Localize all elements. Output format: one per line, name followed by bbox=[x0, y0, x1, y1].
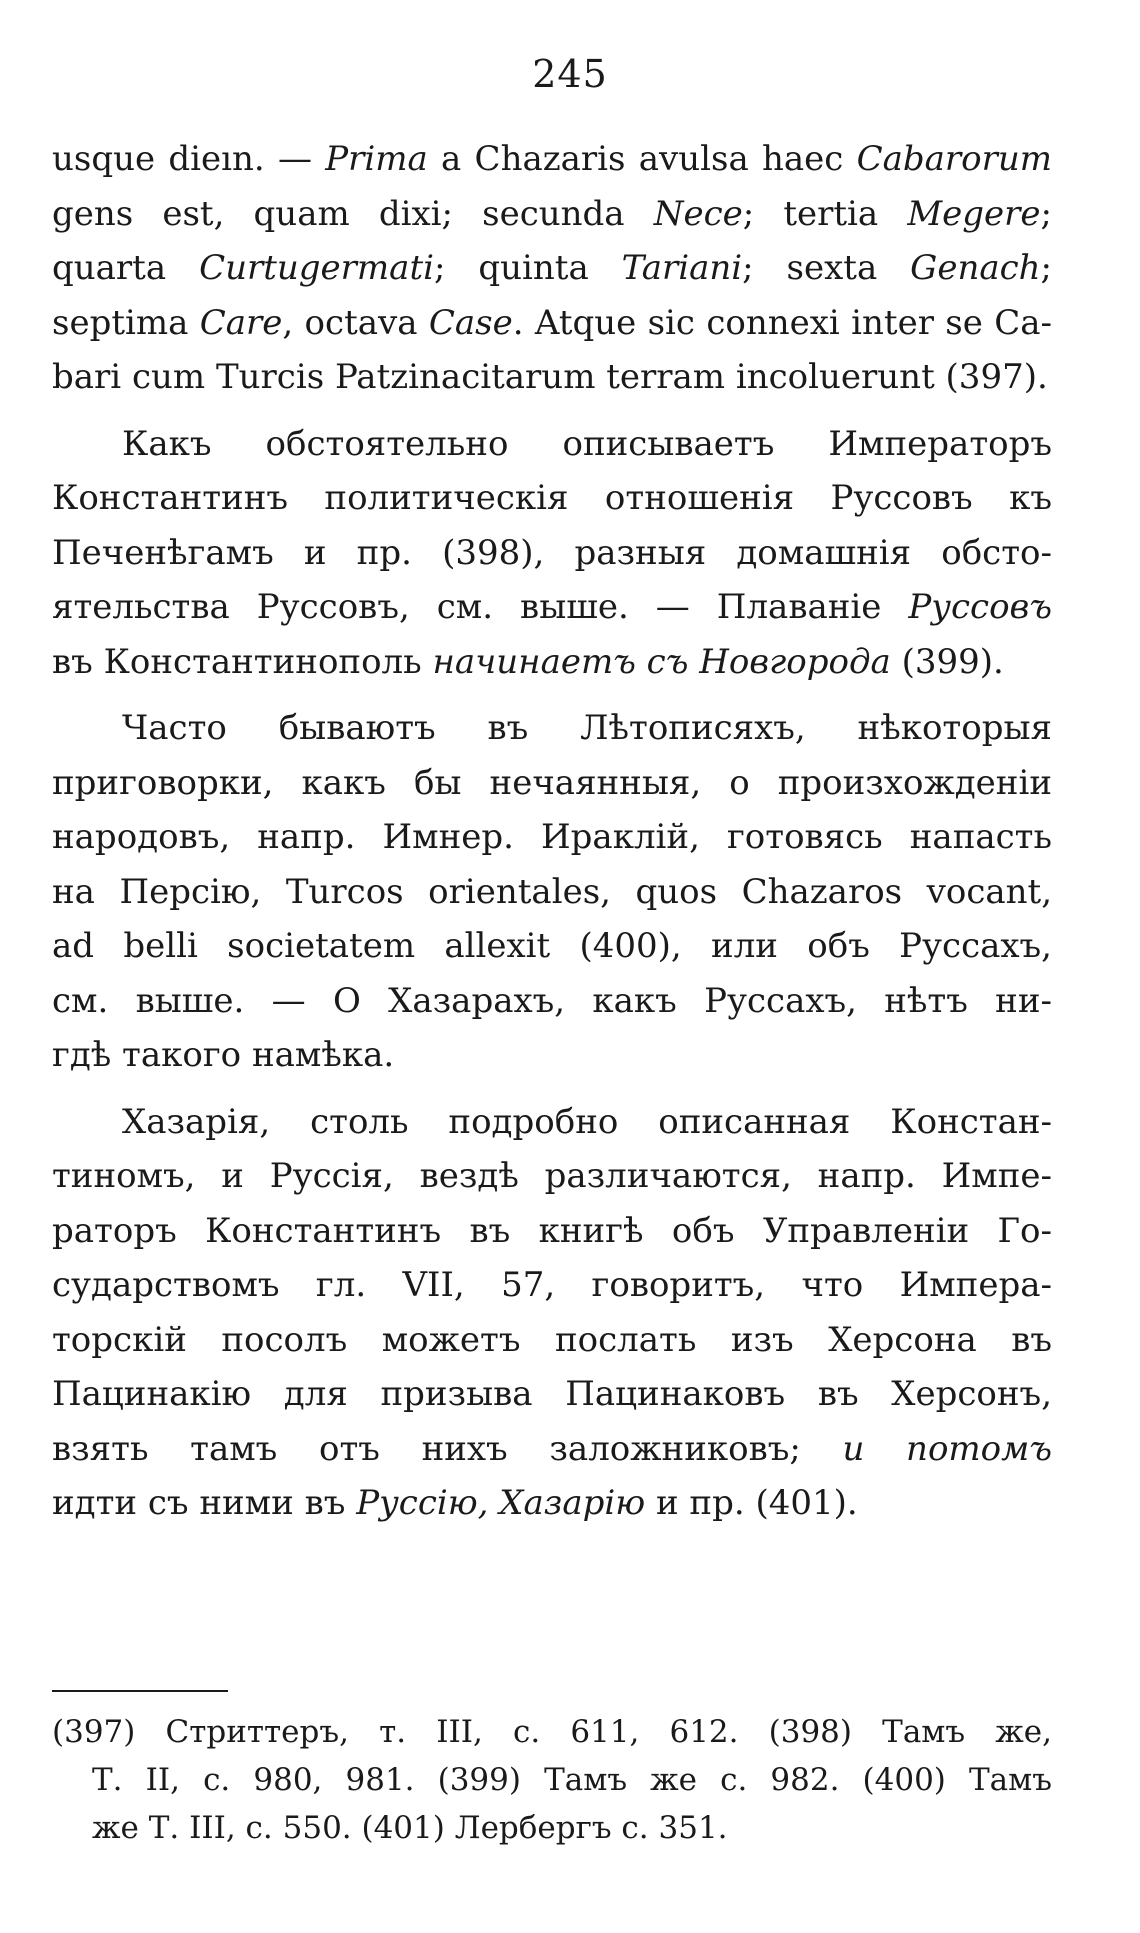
text-line bbox=[52, 919, 1052, 974]
text-run: народовъ, напр. Имнер. Ираклій, готовясь напасть bbox=[52, 817, 1052, 857]
text-run: quarta bbox=[52, 248, 200, 288]
text-line bbox=[52, 132, 1052, 187]
text-run: на Персію, Turcos orientales, quos Chazaros vocant, bbox=[52, 871, 1052, 912]
text-run: . Atque sic connexi inter se Ca- bbox=[512, 302, 1052, 343]
text-run: ; quinta bbox=[433, 248, 622, 288]
footnote-line bbox=[52, 1756, 1052, 1804]
text-line bbox=[52, 635, 1052, 690]
text-line bbox=[52, 417, 1052, 472]
text-line bbox=[52, 1028, 1052, 1083]
footnote-line bbox=[52, 1708, 1052, 1756]
text-run: въ Константинополь bbox=[52, 641, 433, 682]
text-line bbox=[52, 865, 1052, 920]
text-run: Часто бываютъ въ Лѣтописяхъ, нѣкоторыя bbox=[122, 708, 1052, 748]
text-run: раторъ Константинъ въ книгѣ объ Управленіи Го- bbox=[52, 1210, 1052, 1251]
text-line bbox=[52, 1149, 1052, 1204]
text-run: Т. II, с. 980, 981. (399) Тамъ же с. 982. (400) Тамъ bbox=[92, 1762, 1052, 1798]
text-run: (399). bbox=[890, 641, 1004, 682]
italic-text: Genach bbox=[910, 248, 1041, 288]
text-line bbox=[52, 471, 1052, 526]
text-run: usque dieın. — bbox=[52, 139, 326, 179]
text-line bbox=[52, 974, 1052, 1029]
text-run: , octava bbox=[282, 302, 429, 343]
text-run: тиномъ, и Руссія, вездѣ различаются, напр. Импе- bbox=[52, 1156, 1052, 1196]
text-run: ; tertia bbox=[742, 193, 908, 234]
text-line bbox=[52, 1422, 1052, 1477]
paragraph bbox=[52, 132, 1052, 405]
body-text bbox=[52, 132, 1052, 1543]
text-line bbox=[52, 1367, 1052, 1422]
italic-text: Case bbox=[428, 302, 513, 343]
text-line bbox=[52, 701, 1052, 756]
text-run: Хазарія, столь подробно описанная Констан- bbox=[122, 1101, 1052, 1142]
text-run: Печенѣгамъ и пр. (398), разныя домашнія обсто- bbox=[52, 532, 1052, 573]
text-line bbox=[52, 241, 1052, 296]
footnote-line bbox=[52, 1804, 1052, 1852]
text-line bbox=[52, 187, 1052, 242]
paragraph bbox=[52, 417, 1052, 690]
page-number: 245 bbox=[532, 52, 608, 96]
paragraph bbox=[52, 701, 1052, 1083]
text-run: см. выше. — О Хазарахъ, какъ Руссахъ, нѣтъ ни- bbox=[52, 980, 1052, 1021]
italic-text: Tariani bbox=[621, 248, 743, 288]
italic-text: Руссію, Хазарію bbox=[356, 1483, 646, 1523]
text-run: и пр. (401). bbox=[645, 1483, 858, 1523]
text-run: идти съ ними въ bbox=[52, 1483, 357, 1523]
text-run: a Chazaris avulsa haec bbox=[427, 139, 857, 179]
text-run: ятельства Руссовъ, см. выше. — Плаваніе bbox=[52, 587, 909, 627]
footnotes bbox=[52, 1708, 1052, 1852]
text-run: же Т. III, с. 550. (401) Лербергъ с. 351. bbox=[92, 1810, 728, 1846]
text-line bbox=[52, 526, 1052, 581]
text-run: ; bbox=[1040, 193, 1052, 234]
text-line bbox=[52, 1476, 1052, 1531]
text-line bbox=[52, 296, 1052, 351]
italic-text: Megere bbox=[907, 193, 1041, 234]
text-line bbox=[52, 756, 1052, 811]
italic-text: Руссовъ bbox=[908, 587, 1052, 627]
text-run: гдѣ такого намѣка. bbox=[52, 1035, 395, 1075]
text-line bbox=[52, 1258, 1052, 1313]
italic-text: Prima bbox=[325, 139, 428, 179]
text-run: Какъ обстоятельно описываетъ Императоръ bbox=[122, 423, 1052, 464]
text-run: ; sexta bbox=[742, 248, 911, 288]
text-line bbox=[52, 1204, 1052, 1259]
text-run: septima bbox=[52, 302, 200, 343]
text-run: приговорки, какъ бы нечаянныя, о произхожденіи bbox=[52, 762, 1052, 803]
italic-text: Cabarorum bbox=[856, 139, 1052, 179]
text-run: взять тамъ отъ нихъ заложниковъ; bbox=[52, 1428, 843, 1469]
italic-text: Nece bbox=[653, 193, 743, 234]
italic-text: Curtugermati bbox=[199, 248, 434, 288]
italic-text: Care bbox=[199, 302, 283, 343]
text-run: сударствомъ гл. VII, 57, говоритъ, что Импера- bbox=[52, 1265, 1052, 1305]
paragraph bbox=[52, 1095, 1052, 1531]
text-run: ad belli societatem allexit (400), или объ Руссахъ, bbox=[52, 926, 1052, 966]
text-line bbox=[52, 810, 1052, 865]
italic-text: и потомъ bbox=[842, 1428, 1052, 1469]
text-run: (397) Стриттеръ, т. III, с. 611, 612. (398) Тамъ же, bbox=[52, 1714, 1052, 1750]
text-run: Пацинакію для призыва Пацинаковъ въ Херсонъ, bbox=[52, 1374, 1052, 1414]
italic-text: начинаетъ съ Новгорода bbox=[432, 641, 891, 682]
text-line bbox=[52, 1095, 1052, 1150]
text-run: торскій посолъ можетъ послать изъ Херсона въ bbox=[52, 1319, 1052, 1360]
text-run: gens est, quam dixi; secunda bbox=[52, 193, 654, 234]
text-line bbox=[52, 350, 1052, 405]
text-run: ; bbox=[1040, 248, 1052, 288]
text-line bbox=[52, 580, 1052, 635]
text-line bbox=[52, 1313, 1052, 1368]
text-run: Константинъ политическія отношенія Руссовъ къ bbox=[52, 478, 1052, 518]
text-run: bari cum Turcis Patzinacitarum terram incoluerunt (397). bbox=[52, 357, 1048, 397]
footnote-rule bbox=[52, 1690, 228, 1692]
